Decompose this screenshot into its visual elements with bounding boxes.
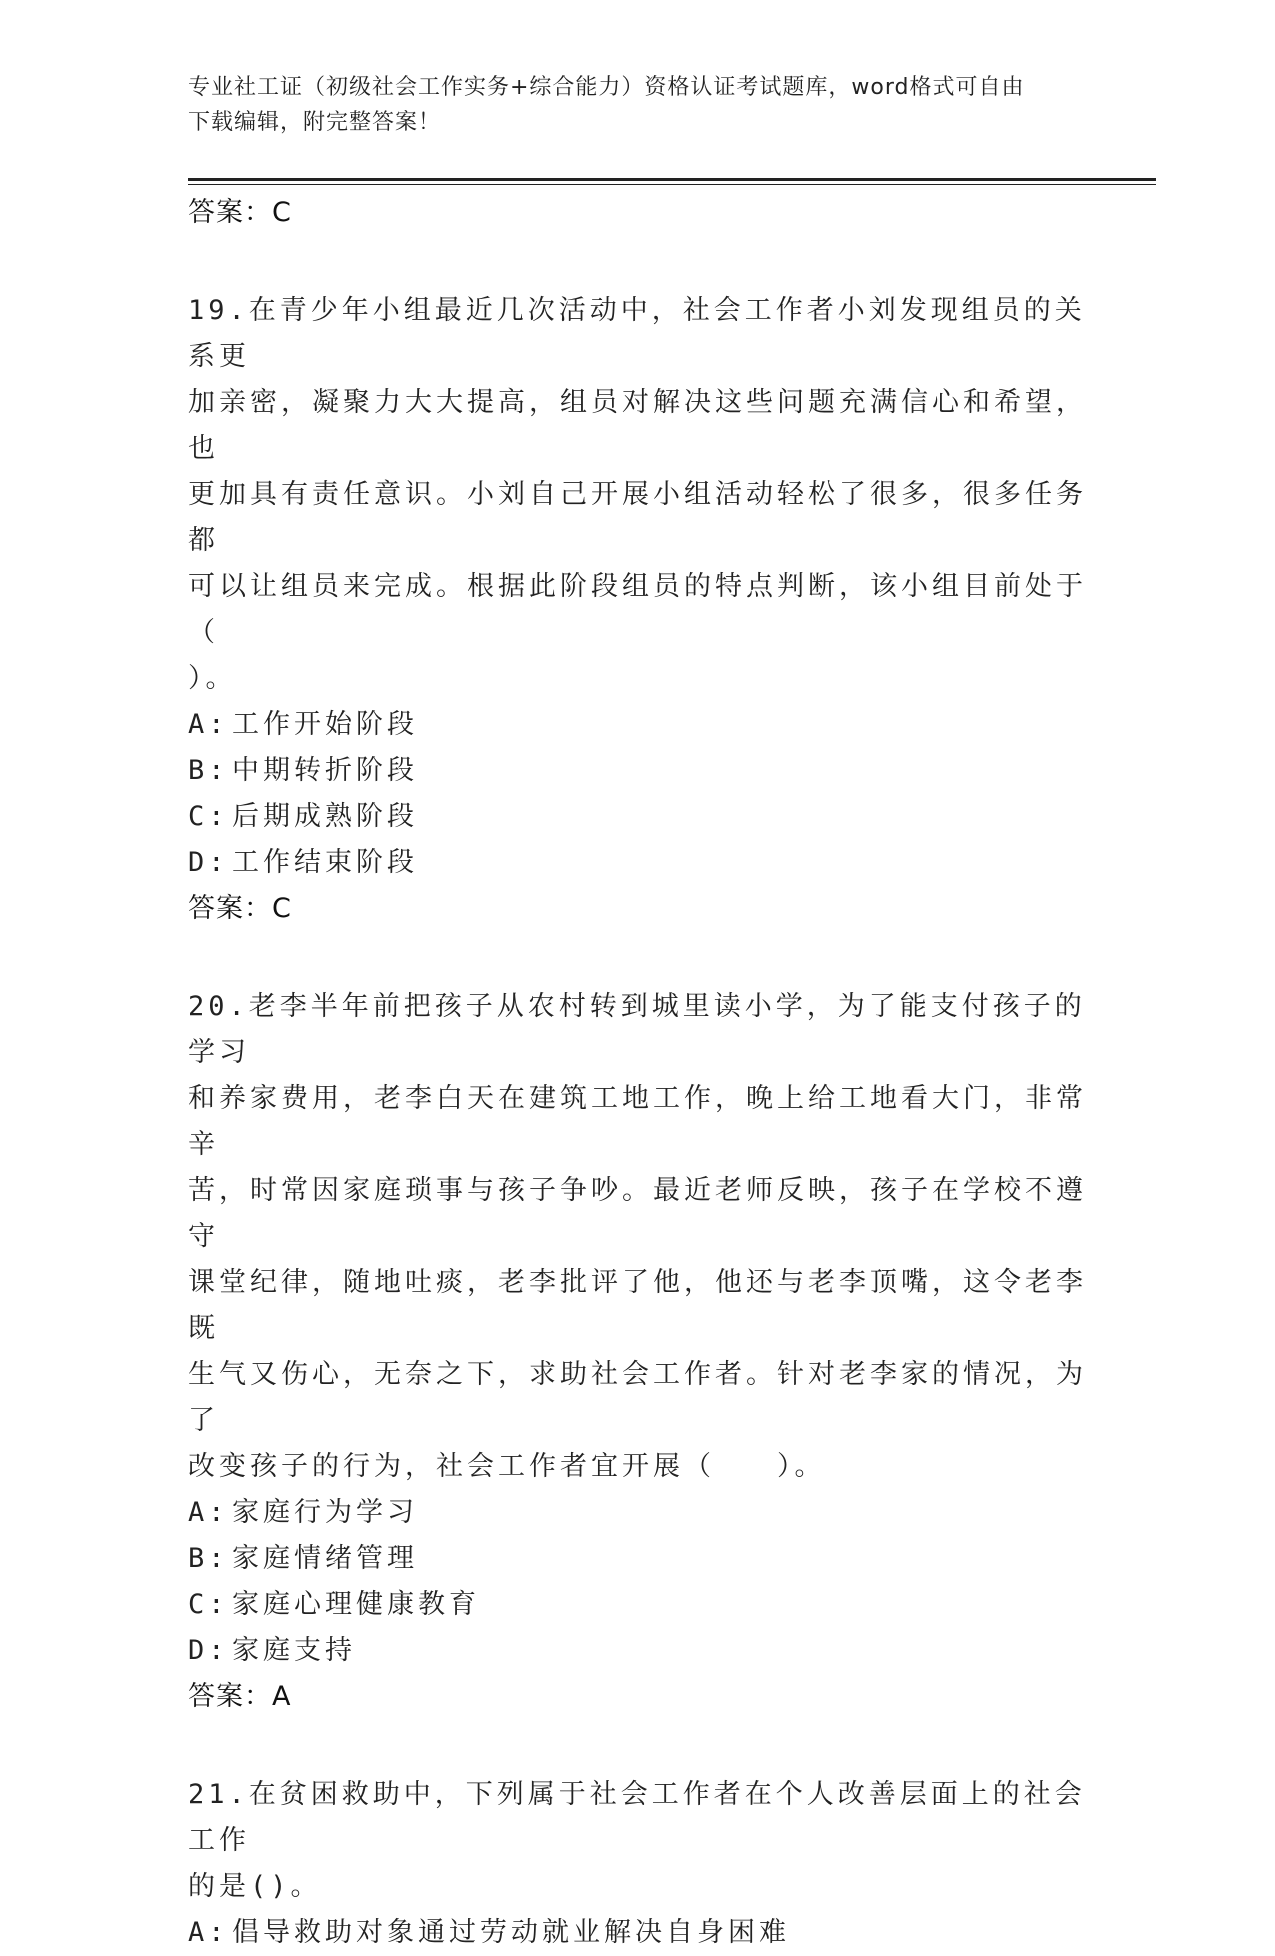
option-text: 家庭心理健康教育 xyxy=(232,1589,480,1620)
option-a xyxy=(188,1910,1088,1956)
header-line-2: 下载编辑，附完整答案！ xyxy=(188,110,442,135)
option-letter: B: xyxy=(188,755,229,786)
answer-label: 答案：C xyxy=(188,197,292,228)
option-letter: A: xyxy=(188,709,229,740)
header-divider xyxy=(188,178,1156,181)
option-letter: B: xyxy=(188,1543,229,1574)
question-21 xyxy=(188,1772,1088,1956)
question-line: 改变孩子的行为，社会工作者宜开展（ ）。 xyxy=(188,1451,826,1482)
option-letter: D: xyxy=(188,847,229,878)
question-line: ）。 xyxy=(188,663,237,694)
option-c xyxy=(188,794,1088,840)
question-text xyxy=(188,1772,1088,1910)
option-a xyxy=(188,1490,1088,1536)
option-a xyxy=(188,702,1088,748)
page-header xyxy=(188,70,1088,140)
question-line: 可以让组员来完成。根据此阶段组员的特点判断，该小组目前处于（ xyxy=(188,571,1087,648)
option-text: 工作结束阶段 xyxy=(232,847,418,878)
option-text: 家庭情绪管理 xyxy=(232,1543,418,1574)
question-19 xyxy=(188,288,1088,932)
answer-label: 答案：C xyxy=(188,893,292,924)
question-text xyxy=(188,288,1088,702)
question-line: 更加具有责任意识。小刘自己开展小组活动轻松了很多，很多任务都 xyxy=(188,479,1087,556)
question-line: 20.老李半年前把孩子从农村转到城里读小学，为了能支付孩子的学习 xyxy=(188,991,1086,1068)
header-divider-thin xyxy=(188,184,1156,185)
question-line: 和养家费用，老李白天在建筑工地工作，晚上给工地看大门，非常辛 xyxy=(188,1083,1087,1160)
option-text: 中期转折阶段 xyxy=(232,755,418,786)
option-letter: C: xyxy=(188,1589,229,1620)
option-letter: A: xyxy=(188,1497,229,1528)
question-line: 19.在青少年小组最近几次活动中，社会工作者小刘发现组员的关系更 xyxy=(188,295,1086,372)
header-line-1: 专业社工证（初级社会工作实务+综合能力）资格认证考试题库，word格式可自由 xyxy=(188,75,1025,100)
option-text: 后期成熟阶段 xyxy=(232,801,418,832)
question-line: 的是()。 xyxy=(188,1871,322,1902)
option-text: 倡导救助对象通过劳动就业解决自身困难 xyxy=(232,1917,790,1948)
question-line: 苦，时常因家庭琐事与孩子争吵。最近老师反映，孩子在学校不遵守 xyxy=(188,1175,1087,1252)
option-text: 家庭支持 xyxy=(232,1635,356,1666)
option-letter: D: xyxy=(188,1635,229,1666)
document-body xyxy=(188,190,1088,1956)
option-letter: A: xyxy=(188,1917,229,1948)
option-d xyxy=(188,1628,1088,1674)
answer-label: 答案：A xyxy=(188,1681,292,1712)
option-text: 家庭行为学习 xyxy=(232,1497,418,1528)
question-line: 21.在贫困救助中，下列属于社会工作者在个人改善层面上的社会工作 xyxy=(188,1779,1086,1856)
question-line: 加亲密，凝聚力大大提高，组员对解决这些问题充满信心和希望，也 xyxy=(188,387,1087,464)
option-text: 工作开始阶段 xyxy=(232,709,418,740)
question-line: 生气又伤心，无奈之下，求助社会工作者。针对老李家的情况，为了 xyxy=(188,1359,1087,1436)
option-letter: C: xyxy=(188,801,229,832)
question-20 xyxy=(188,984,1088,1720)
question-text xyxy=(188,984,1088,1490)
option-c xyxy=(188,1582,1088,1628)
option-d xyxy=(188,840,1088,886)
question-line: 课堂纪律，随地吐痰，老李批评了他，他还与老李顶嘴，这令老李既 xyxy=(188,1267,1087,1344)
option-b xyxy=(188,748,1088,794)
option-b xyxy=(188,1536,1088,1582)
